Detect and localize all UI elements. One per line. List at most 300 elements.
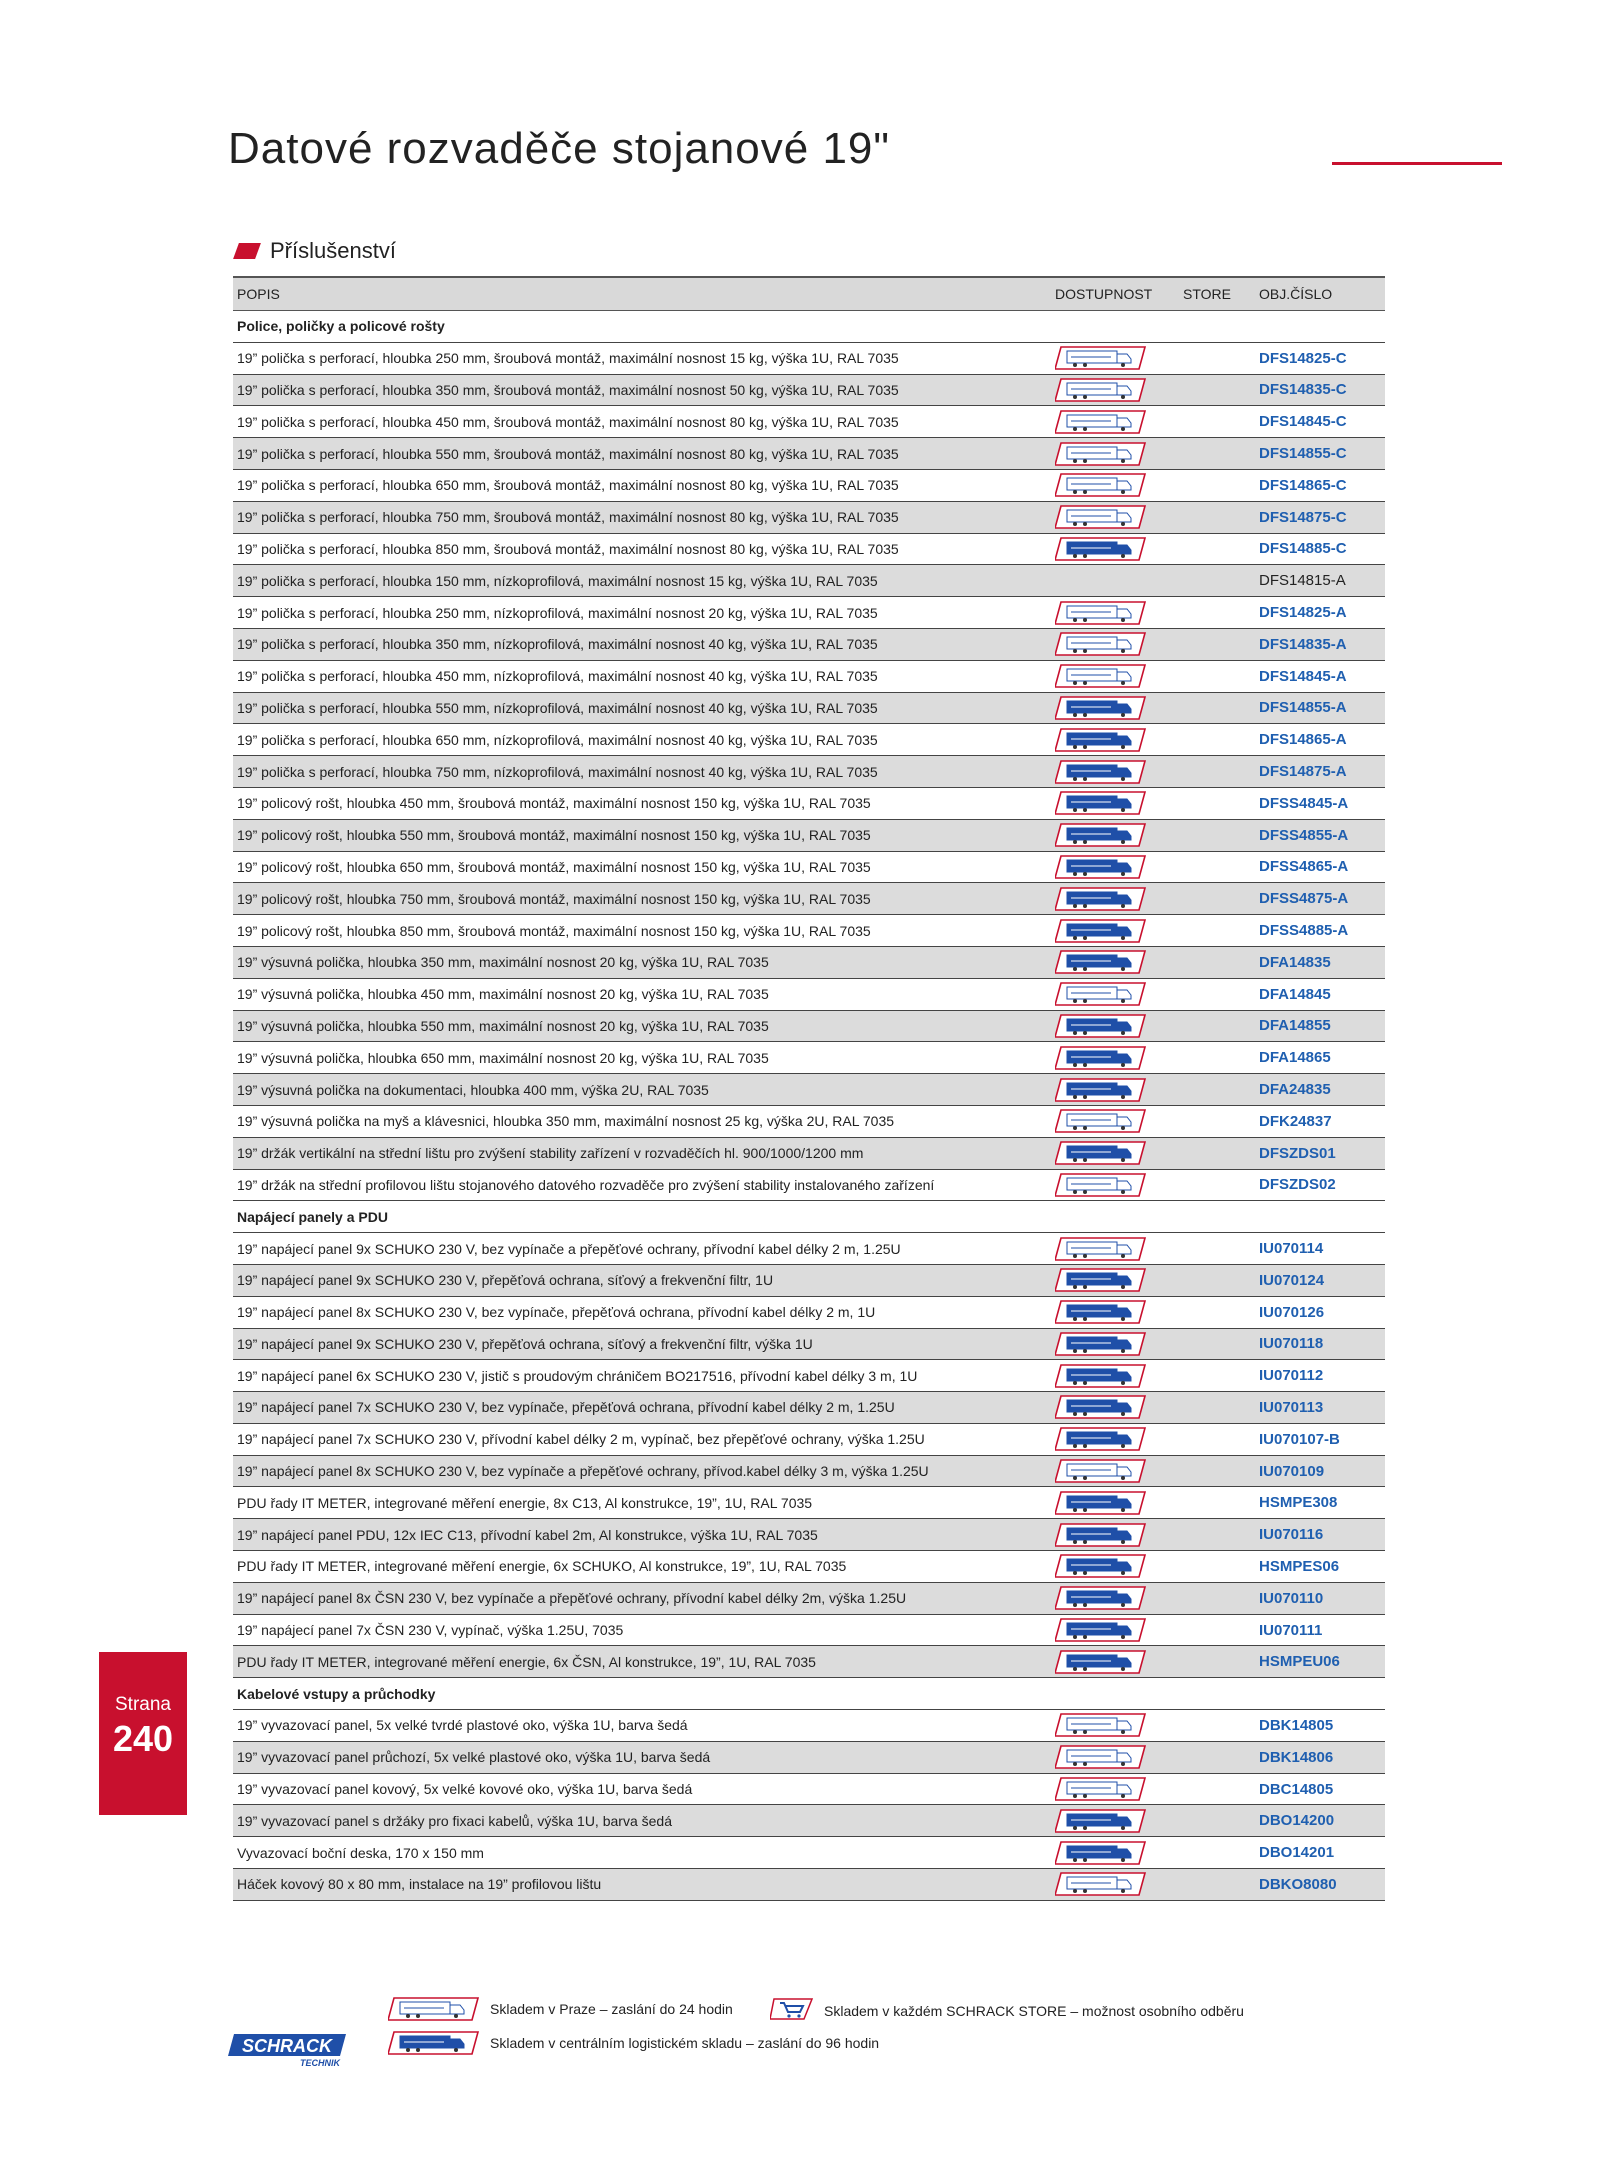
order-number: IU070116 xyxy=(1255,1519,1385,1551)
product-description: 19” policový rošt, hloubka 450 mm, šroubová montáž, maximální nosnost 150 kg, výška 1U, RAL 7035 xyxy=(233,787,1051,819)
store-cell xyxy=(1179,565,1255,597)
product-description: 19” napájecí panel 7x SCHUKO 230 V, bez vypínače, přepěťová ochrana, přívodní kabel délky 2 m, 1.25U xyxy=(233,1392,1051,1424)
table-row xyxy=(233,342,1385,374)
product-description: 19” napájecí panel 8x ČSN 230 V, bez vypínače a přepěťové ochrany, přívodní kabel délky 2m, výška 1.25U xyxy=(233,1582,1051,1614)
availability-cell xyxy=(1051,1805,1179,1837)
store-cell xyxy=(1179,1582,1255,1614)
legend-item-store xyxy=(770,1996,1244,2025)
product-description: PDU řady IT METER, integrované měření energie, 8x C13, Al konstrukce, 19”, 1U, RAL 7035 xyxy=(233,1487,1051,1519)
table-row xyxy=(233,946,1385,978)
category-title: Kabelové vstupy a průchodky xyxy=(233,1678,1385,1710)
order-number: IU070113 xyxy=(1255,1392,1385,1424)
store-cell xyxy=(1179,1614,1255,1646)
availability-cell xyxy=(1051,1773,1179,1805)
availability-cell xyxy=(1051,1646,1179,1678)
product-description: 19” polička s perforací, hloubka 750 mm, nízkoprofilová, maximální nosnost 40 kg, výška 1U, RAL 7035 xyxy=(233,756,1051,788)
order-number: DBO14201 xyxy=(1255,1837,1385,1869)
table-row xyxy=(233,1423,1385,1455)
order-number: DFS14875-C xyxy=(1255,501,1385,533)
order-number: DBC14805 xyxy=(1255,1773,1385,1805)
truck-white-icon xyxy=(1055,1776,1147,1802)
table-row xyxy=(233,756,1385,788)
availability-cell xyxy=(1051,1487,1179,1519)
truck-blue-icon xyxy=(1055,759,1147,785)
truck-white-icon xyxy=(1055,631,1147,657)
store-cell xyxy=(1179,1646,1255,1678)
availability-cell xyxy=(1051,1582,1179,1614)
order-number: DFSS4875-A xyxy=(1255,883,1385,915)
product-description: 19” výsuvná polička na dokumentaci, hloubka 400 mm, výška 2U, RAL 7035 xyxy=(233,1074,1051,1106)
product-description: PDU řady IT METER, integrované měření energie, 6x ČSN, Al konstrukce, 19”, 1U, RAL 7035 xyxy=(233,1646,1051,1678)
table-row xyxy=(233,1392,1385,1424)
product-description: PDU řady IT METER, integrované měření energie, 6x SCHUKO, Al konstrukce, 19”, 1U, RAL 7035 xyxy=(233,1551,1051,1583)
product-description: 19” držák vertikální na střední lištu pro zvýšení stability zařízení v rozvaděčích hl. 900/1000/1200 mm xyxy=(233,1137,1051,1169)
truck-blue-icon xyxy=(1055,695,1147,721)
product-description: 19” polička s perforací, hloubka 850 mm, šroubová montáž, maximální nosnost 80 kg, výška 1U, RAL 7035 xyxy=(233,533,1051,565)
store-cell xyxy=(1179,1869,1255,1901)
availability-cell xyxy=(1051,1233,1179,1265)
truck-blue-icon xyxy=(1055,1077,1147,1103)
order-number: DFSZDS01 xyxy=(1255,1137,1385,1169)
store-cell xyxy=(1179,1328,1255,1360)
table-row xyxy=(233,1646,1385,1678)
store-cell xyxy=(1179,692,1255,724)
availability-cell xyxy=(1051,1010,1179,1042)
product-description: 19” policový rošt, hloubka 850 mm, šroubová montáž, maximální nosnost 150 kg, výška 1U, RAL 7035 xyxy=(233,915,1051,947)
legend-item-central xyxy=(388,2030,879,2056)
order-number: DBK14805 xyxy=(1255,1710,1385,1742)
store-cell xyxy=(1179,1042,1255,1074)
product-description: 19” výsuvná polička, hloubka 550 mm, maximální nosnost 20 kg, výška 1U, RAL 7035 xyxy=(233,1010,1051,1042)
store-cell xyxy=(1179,1137,1255,1169)
product-description: 19” napájecí panel 7x SCHUKO 230 V, přívodní kabel délky 2 m, vypínač, bez přepěťové ochrany, výška 1.25U xyxy=(233,1423,1051,1455)
truck-white-icon xyxy=(1055,1458,1147,1484)
table-row xyxy=(233,469,1385,501)
table-row xyxy=(233,1551,1385,1583)
product-description: Háček kovový 80 x 80 mm, instalace na 19” profilovou lištu xyxy=(233,1869,1051,1901)
product-description: Vyvazovací boční deska, 170 x 150 mm xyxy=(233,1837,1051,1869)
store-cell xyxy=(1179,756,1255,788)
table-row xyxy=(233,1614,1385,1646)
store-cell xyxy=(1179,1773,1255,1805)
product-description: 19” držák na střední profilovou lištu stojanového datového rozvaděče pro zvýšení stability instalovaného zařízení xyxy=(233,1169,1051,1201)
store-cell xyxy=(1179,1837,1255,1869)
page-title: Datové rozvaděče stojanové 19" xyxy=(228,124,891,173)
availability-cell xyxy=(1051,406,1179,438)
header-store: STORE xyxy=(1179,277,1255,311)
order-number: IU070118 xyxy=(1255,1328,1385,1360)
product-description: 19” výsuvná polička, hloubka 350 mm, maximální nosnost 20 kg, výška 1U, RAL 7035 xyxy=(233,946,1051,978)
availability-cell xyxy=(1051,1614,1179,1646)
table-row xyxy=(233,978,1385,1010)
product-description: 19” výsuvná polička, hloubka 650 mm, maximální nosnost 20 kg, výška 1U, RAL 7035 xyxy=(233,1042,1051,1074)
legend-text-store: Skladem v každém SCHRACK STORE – možnost osobního odběru xyxy=(824,2002,1244,2019)
truck-blue-icon xyxy=(1055,918,1147,944)
order-number: DFS14825-A xyxy=(1255,597,1385,629)
product-description: 19” napájecí panel PDU, 12x IEC C13, přívodní kabel 2m, Al konstrukce, výška 1U, RAL 7035 xyxy=(233,1519,1051,1551)
order-number: DFS14875-A xyxy=(1255,756,1385,788)
header-popis: POPIS xyxy=(233,277,1051,311)
availability-cell xyxy=(1051,1519,1179,1551)
truck-blue-icon xyxy=(1055,1299,1147,1325)
order-number: DFA14835 xyxy=(1255,946,1385,978)
truck-blue-icon xyxy=(1055,727,1147,753)
availability-cell xyxy=(1051,438,1179,470)
table-row xyxy=(233,692,1385,724)
table-row xyxy=(233,1137,1385,1169)
store-cell xyxy=(1179,1296,1255,1328)
table-row xyxy=(233,1010,1385,1042)
table-header-row xyxy=(233,277,1385,311)
store-cell xyxy=(1179,787,1255,819)
availability-cell xyxy=(1051,1869,1179,1901)
truck-blue-icon xyxy=(1055,1617,1147,1643)
availability-cell xyxy=(1051,724,1179,756)
product-table xyxy=(233,276,1385,1901)
section-heading xyxy=(236,238,396,264)
product-description: 19” vyvazovací panel, 5x velké tvrdé plastové oko, výška 1U, barva šedá xyxy=(233,1710,1051,1742)
schrack-logo xyxy=(228,2030,348,2068)
availability-cell xyxy=(1051,851,1179,883)
truck-blue-icon xyxy=(1055,822,1147,848)
truck-blue-icon xyxy=(1055,1808,1147,1834)
order-number: DFSS4885-A xyxy=(1255,915,1385,947)
availability-cell xyxy=(1051,342,1179,374)
table-row xyxy=(233,1487,1385,1519)
store-cell xyxy=(1179,851,1255,883)
store-cell xyxy=(1179,1423,1255,1455)
availability-cell xyxy=(1051,819,1179,851)
truck-white-icon xyxy=(1055,981,1147,1007)
table-row xyxy=(233,819,1385,851)
truck-blue-icon xyxy=(1055,1840,1147,1866)
order-number: DFSS4845-A xyxy=(1255,787,1385,819)
product-description: 19” polička s perforací, hloubka 350 mm, nízkoprofilová, maximální nosnost 40 kg, výška 1U, RAL 7035 xyxy=(233,628,1051,660)
truck-white-icon xyxy=(1055,472,1147,498)
product-description: 19” napájecí panel 7x ČSN 230 V, vypínač, výška 1.25U, 7035 xyxy=(233,1614,1051,1646)
table-row xyxy=(233,1455,1385,1487)
table-row xyxy=(233,501,1385,533)
table-row xyxy=(233,1582,1385,1614)
order-number: DFA14855 xyxy=(1255,1010,1385,1042)
category-row xyxy=(233,1678,1385,1710)
truck-white-icon xyxy=(1055,1712,1147,1738)
section-title: Příslušenství xyxy=(270,238,396,263)
order-number: DFSZDS02 xyxy=(1255,1169,1385,1201)
store-cell xyxy=(1179,1805,1255,1837)
product-description: 19” polička s perforací, hloubka 150 mm, nízkoprofilová, maximální nosnost 15 kg, výška 1U, RAL 7035 xyxy=(233,565,1051,597)
table-row xyxy=(233,1042,1385,1074)
availability-cell xyxy=(1051,1423,1179,1455)
store-cell xyxy=(1179,1487,1255,1519)
order-number: IU070126 xyxy=(1255,1296,1385,1328)
table-row xyxy=(233,1837,1385,1869)
product-description: 19” vyvazovací panel s držáky pro fixaci kabelů, výška 1U, barva šedá xyxy=(233,1805,1051,1837)
order-number: HSMPES06 xyxy=(1255,1551,1385,1583)
header-obj-cislo: OBJ.ČÍSLO xyxy=(1255,277,1385,311)
availability-cell xyxy=(1051,1296,1179,1328)
product-description: 19” policový rošt, hloubka 550 mm, šroubová montáž, maximální nosnost 150 kg, výška 1U, RAL 7035 xyxy=(233,819,1051,851)
availability-cell xyxy=(1051,1169,1179,1201)
title-rule xyxy=(1332,162,1502,165)
table-row xyxy=(233,1360,1385,1392)
order-number: DBO14200 xyxy=(1255,1805,1385,1837)
truck-blue-icon xyxy=(1055,1553,1147,1579)
product-description: 19” polička s perforací, hloubka 750 mm, šroubová montáž, maximální nosnost 80 kg, výška 1U, RAL 7035 xyxy=(233,501,1051,533)
truck-white-icon xyxy=(1055,409,1147,435)
truck-white-icon xyxy=(1055,377,1147,403)
availability-cell xyxy=(1051,1710,1179,1742)
table-row xyxy=(233,883,1385,915)
store-cell xyxy=(1179,1169,1255,1201)
availability-cell xyxy=(1051,1455,1179,1487)
category-row xyxy=(233,311,1385,343)
header-dostupnost: DOSTUPNOST xyxy=(1051,277,1179,311)
availability-cell xyxy=(1051,946,1179,978)
truck-blue-icon xyxy=(1055,949,1147,975)
order-number: DFS14815-A xyxy=(1255,565,1385,597)
category-title: Police, poličky a policové rošty xyxy=(233,311,1385,343)
product-description: 19” polička s perforací, hloubka 450 mm, šroubová montáž, maximální nosnost 80 kg, výška 1U, RAL 7035 xyxy=(233,406,1051,438)
availability-cell xyxy=(1051,756,1179,788)
table-row xyxy=(233,1233,1385,1265)
order-number: IU070107-B xyxy=(1255,1423,1385,1455)
truck-blue-icon xyxy=(1055,1585,1147,1611)
svg-text:SCHRACK: SCHRACK xyxy=(242,2036,332,2056)
order-number: DFS14865-A xyxy=(1255,724,1385,756)
availability-cell xyxy=(1051,1392,1179,1424)
store-cell xyxy=(1179,501,1255,533)
order-number: DFA24835 xyxy=(1255,1074,1385,1106)
order-number: DFS14865-C xyxy=(1255,469,1385,501)
store-cell xyxy=(1179,724,1255,756)
store-cell xyxy=(1179,1741,1255,1773)
product-description: 19” polička s perforací, hloubka 550 mm, šroubová montáž, maximální nosnost 80 kg, výška 1U, RAL 7035 xyxy=(233,438,1051,470)
side-tab-label: Strana xyxy=(115,1694,171,1715)
order-number: DBKO8080 xyxy=(1255,1869,1385,1901)
truck-white-icon xyxy=(1055,1172,1147,1198)
table-row xyxy=(233,660,1385,692)
order-number: DFS14885-C xyxy=(1255,533,1385,565)
availability-cell xyxy=(1051,692,1179,724)
table-row xyxy=(233,565,1385,597)
availability-cell xyxy=(1051,1551,1179,1583)
store-cell xyxy=(1179,438,1255,470)
table-row xyxy=(233,1710,1385,1742)
availability-cell xyxy=(1051,374,1179,406)
availability-cell xyxy=(1051,1074,1179,1106)
order-number: DFS14855-A xyxy=(1255,692,1385,724)
availability-cell xyxy=(1051,1264,1179,1296)
truck-blue-icon xyxy=(1055,790,1147,816)
product-description: 19” výsuvná polička, hloubka 450 mm, maximální nosnost 20 kg, výška 1U, RAL 7035 xyxy=(233,978,1051,1010)
truck-blue-icon xyxy=(1055,1140,1147,1166)
truck-white-icon xyxy=(1055,345,1147,371)
truck-blue-icon xyxy=(388,2030,480,2056)
order-number: DFSS4865-A xyxy=(1255,851,1385,883)
store-cell xyxy=(1179,1455,1255,1487)
truck-white-icon xyxy=(1055,1871,1147,1897)
table-row xyxy=(233,1074,1385,1106)
order-number: HSMPEU06 xyxy=(1255,1646,1385,1678)
order-number: IU070114 xyxy=(1255,1233,1385,1265)
table-row xyxy=(233,1296,1385,1328)
order-number: IU070109 xyxy=(1255,1455,1385,1487)
truck-white-icon xyxy=(1055,504,1147,530)
product-description: 19” napájecí panel 6x SCHUKO 230 V, jistič s proudovým chráničem BO217516, přívodní kabel délky 3 m, 1U xyxy=(233,1360,1051,1392)
store-cell xyxy=(1179,1233,1255,1265)
product-description: 19” polička s perforací, hloubka 250 mm, nízkoprofilová, maximální nosnost 20 kg, výška 1U, RAL 7035 xyxy=(233,597,1051,629)
product-description: 19” polička s perforací, hloubka 650 mm, šroubová montáž, maximální nosnost 80 kg, výška 1U, RAL 7035 xyxy=(233,469,1051,501)
page-side-tab xyxy=(99,1652,187,1815)
section-flag-icon xyxy=(233,243,261,259)
store-cell xyxy=(1179,819,1255,851)
table-row xyxy=(233,1741,1385,1773)
store-cell xyxy=(1179,1105,1255,1137)
table-row xyxy=(233,1105,1385,1137)
order-number: DFA14865 xyxy=(1255,1042,1385,1074)
order-number: DFS14845-A xyxy=(1255,660,1385,692)
product-description: 19” napájecí panel 8x SCHUKO 230 V, bez vypínače, přepěťová ochrana, přívodní kabel délky 2 m, 1U xyxy=(233,1296,1051,1328)
product-description: 19” napájecí panel 9x SCHUKO 230 V, přepěťová ochrana, síťový a frekvenční filtr, výška 1U xyxy=(233,1328,1051,1360)
order-number: DFK24837 xyxy=(1255,1105,1385,1137)
order-number: DFS14835-A xyxy=(1255,628,1385,660)
truck-blue-icon xyxy=(1055,1013,1147,1039)
table-row xyxy=(233,1519,1385,1551)
store-cell xyxy=(1179,342,1255,374)
store-cell xyxy=(1179,1392,1255,1424)
table-row xyxy=(233,628,1385,660)
availability-cell xyxy=(1051,883,1179,915)
order-number: DFS14835-C xyxy=(1255,374,1385,406)
truck-white-icon xyxy=(1055,600,1147,626)
product-description: 19” vyvazovací panel průchozí, 5x velké plastové oko, výška 1U, barva šedá xyxy=(233,1741,1051,1773)
truck-white-icon xyxy=(1055,441,1147,467)
product-description: 19” policový rošt, hloubka 750 mm, šroubová montáž, maximální nosnost 150 kg, výška 1U, RAL 7035 xyxy=(233,883,1051,915)
product-description: 19” polička s perforací, hloubka 550 mm, nízkoprofilová, maximální nosnost 40 kg, výška 1U, RAL 7035 xyxy=(233,692,1051,724)
product-description: 19” vyvazovací panel kovový, 5x velké kovové oko, výška 1U, barva šedá xyxy=(233,1773,1051,1805)
table-row xyxy=(233,1773,1385,1805)
category-row xyxy=(233,1201,1385,1233)
store-cell xyxy=(1179,406,1255,438)
availability-cell xyxy=(1051,469,1179,501)
truck-blue-icon xyxy=(1055,1394,1147,1420)
table-row xyxy=(233,374,1385,406)
table-row xyxy=(233,915,1385,947)
truck-blue-icon xyxy=(1055,1490,1147,1516)
legend-item-praha xyxy=(388,1996,733,2022)
store-cell xyxy=(1179,1710,1255,1742)
truck-blue-icon xyxy=(1055,1045,1147,1071)
table-row xyxy=(233,438,1385,470)
truck-white-icon xyxy=(1055,1108,1147,1134)
availability-cell xyxy=(1051,1105,1179,1137)
product-description: 19” polička s perforací, hloubka 350 mm, šroubová montáž, maximální nosnost 50 kg, výška 1U, RAL 7035 xyxy=(233,374,1051,406)
store-cell xyxy=(1179,374,1255,406)
table-row xyxy=(233,787,1385,819)
order-number: DFS14845-C xyxy=(1255,406,1385,438)
legend-text-praha: Skladem v Praze – zaslání do 24 hodin xyxy=(490,2001,733,2017)
order-number: DFA14845 xyxy=(1255,978,1385,1010)
table-row xyxy=(233,406,1385,438)
truck-white-icon xyxy=(1055,1744,1147,1770)
order-number: DFSS4855-A xyxy=(1255,819,1385,851)
table-row xyxy=(233,597,1385,629)
truck-blue-icon xyxy=(1055,854,1147,880)
order-number: HSMPE308 xyxy=(1255,1487,1385,1519)
store-cell xyxy=(1179,1360,1255,1392)
table-row xyxy=(233,1169,1385,1201)
table-row xyxy=(233,724,1385,756)
store-cell xyxy=(1179,1010,1255,1042)
product-description: 19” polička s perforací, hloubka 250 mm, šroubová montáž, maximální nosnost 15 kg, výška 1U, RAL 7035 xyxy=(233,342,1051,374)
store-cell xyxy=(1179,1074,1255,1106)
order-number: IU070124 xyxy=(1255,1264,1385,1296)
truck-blue-icon xyxy=(1055,536,1147,562)
product-description: 19” napájecí panel 9x SCHUKO 230 V, přepěťová ochrana, síťový a frekvenční filtr, 1U xyxy=(233,1264,1051,1296)
availability-cell xyxy=(1051,565,1179,597)
order-number: DFS14855-C xyxy=(1255,438,1385,470)
product-description: 19” napájecí panel 8x SCHUKO 230 V, bez vypínače a přepěťové ochrany, přívod.kabel délky 3 m, výška 1.25U xyxy=(233,1455,1051,1487)
truck-blue-icon xyxy=(1055,1363,1147,1389)
svg-text:TECHNIK: TECHNIK xyxy=(300,2058,340,2068)
availability-cell xyxy=(1051,1137,1179,1169)
order-number: IU070111 xyxy=(1255,1614,1385,1646)
truck-blue-icon xyxy=(1055,1522,1147,1548)
table-row xyxy=(233,533,1385,565)
truck-blue-icon xyxy=(1055,1331,1147,1357)
order-number: IU070112 xyxy=(1255,1360,1385,1392)
store-cell xyxy=(1179,883,1255,915)
truck-white-icon xyxy=(388,1996,480,2022)
store-cell xyxy=(1179,946,1255,978)
store-cell xyxy=(1179,469,1255,501)
order-number: IU070110 xyxy=(1255,1582,1385,1614)
store-cell xyxy=(1179,1519,1255,1551)
availability-cell xyxy=(1051,501,1179,533)
availability-cell xyxy=(1051,1837,1179,1869)
truck-white-icon xyxy=(1055,663,1147,689)
cart-icon xyxy=(770,1996,814,2025)
store-cell xyxy=(1179,1551,1255,1583)
store-cell xyxy=(1179,597,1255,629)
order-number: DBK14806 xyxy=(1255,1741,1385,1773)
store-cell xyxy=(1179,660,1255,692)
order-number: DFS14825-C xyxy=(1255,342,1385,374)
page-number: 240 xyxy=(112,1718,174,1759)
table-row xyxy=(233,1264,1385,1296)
availability-cell xyxy=(1051,597,1179,629)
product-description: 19” napájecí panel 9x SCHUKO 230 V, bez vypínače a přepěťové ochrany, přívodní kabel délky 2 m, 1.25U xyxy=(233,1233,1051,1265)
availability-cell xyxy=(1051,787,1179,819)
availability-cell xyxy=(1051,978,1179,1010)
store-cell xyxy=(1179,978,1255,1010)
truck-blue-icon xyxy=(1055,886,1147,912)
product-description: 19” polička s perforací, hloubka 650 mm, nízkoprofilová, maximální nosnost 40 kg, výška 1U, RAL 7035 xyxy=(233,724,1051,756)
table-row xyxy=(233,1328,1385,1360)
availability-cell xyxy=(1051,660,1179,692)
legend-text-central: Skladem v centrálním logistickém skladu – zaslání do 96 hodin xyxy=(490,2035,880,2051)
store-cell xyxy=(1179,533,1255,565)
truck-blue-icon xyxy=(1055,1649,1147,1675)
product-description: 19” polička s perforací, hloubka 450 mm, nízkoprofilová, maximální nosnost 40 kg, výška 1U, RAL 7035 xyxy=(233,660,1051,692)
store-cell xyxy=(1179,915,1255,947)
availability-cell xyxy=(1051,915,1179,947)
category-title: Napájecí panely a PDU xyxy=(233,1201,1385,1233)
availability-cell xyxy=(1051,1328,1179,1360)
store-cell xyxy=(1179,1264,1255,1296)
availability-cell xyxy=(1051,1741,1179,1773)
